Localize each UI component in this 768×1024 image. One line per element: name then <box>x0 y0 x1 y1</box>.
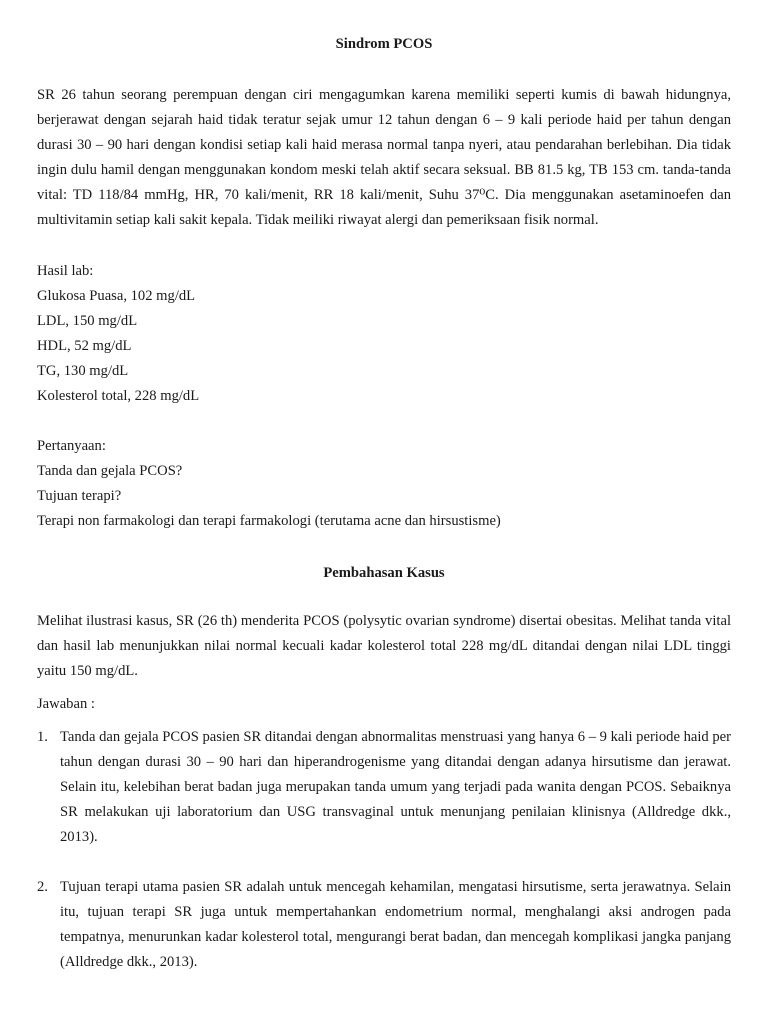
discussion-title: Pembahasan Kasus <box>323 565 445 581</box>
document-title: Sindrom PCOS <box>335 36 433 52</box>
discussion-paragraph: Melihat ilustrasi kasus, SR (26 th) menderita PCOS (polysytic ovarian syndrome) disertai obesitas. Melihat tanda vital dan hasil lab menunjukkan nilai normal kecuali kadar kolesterol total 228 mg/dL ditandai dengan nilai LDL tinggi yaitu 150 mg/dL. <box>37 613 731 679</box>
lab-result: HDL, 52 mg/dL <box>37 338 132 354</box>
lab-heading: Hasil lab: <box>37 263 94 279</box>
answer-heading: Jawaban : <box>37 696 95 712</box>
question-item: Tujuan terapi? <box>37 488 122 504</box>
lab-result: Glukosa Puasa, 102 mg/dL <box>37 288 196 304</box>
case-paragraph: SR 26 tahun seorang perempuan dengan ciri mengagumkan karena memiliki seperti kumis di bawah hidungnya, berjerawat dengan sejarah haid tidak teratur sejak umur 12 tahun dengan 6 – 9 kali periode haid per tahun dengan durasi 30 – 90 hari dengan kondisi setiap kali haid merasa normal tanpa nyeri, atau pendarahan berlebihan. Dia tidak ingin dulu hamil dengan menggunakan kondom meski telah aktif secara seksual. BB 81.5 kg, TB 153 cm. tanda-tanda vital: TD 118/84 mmHg, HR, 70 kali/menit, RR 18 kali/menit, Suhu 37⁰C. Dia menggunakan asetaminoefen dan multivitamin setiap kali sakit kepala. Tidak meiliki riwayat alergi dan pemeriksaan fisik normal. <box>37 87 731 228</box>
answer-number: 2. <box>37 879 48 895</box>
lab-result: Kolesterol total, 228 mg/dL <box>37 388 200 404</box>
questions-heading: Pertanyaan: <box>37 438 106 454</box>
lab-result: TG, 130 mg/dL <box>37 363 129 379</box>
answer-number: 1. <box>37 729 48 745</box>
lab-result: LDL, 150 mg/dL <box>37 313 138 329</box>
question-item: Terapi non farmakologi dan terapi farmakologi (terutama acne dan hirsustisme) <box>37 513 501 529</box>
answer-text: Tujuan terapi utama pasien SR adalah untuk mencegah kehamilan, mengatasi hirsutisme, serta jerawatnya. Selain itu, tujuan terapi SR juga untuk mempertahankan endometrium normal, menghalangi aksi androgen pada tempatnya, menurunkan kadar kolesterol total, mengurangi berat badan, dan mencegah komplikasi jangka panjang (Alldredge dkk., 2013). <box>60 879 731 970</box>
answer-text: Tanda dan gejala PCOS pasien SR ditandai dengan abnormalitas menstruasi yang hanya 6 – 9 kali periode haid per tahun dengan durasi 30 – 90 hari dan hiperandrogenisme yang ditandai dengan adanya hirsutisme dan jerawat. Selain itu, kelebihan berat badan juga merupakan tanda umum yang terjadi pada wanita dengan PCOS. Sebaiknya SR melakukan uji laboratorium dan USG transvaginal untuk menunjang penilaian klinisnya (Alldredge dkk., 2013). <box>60 729 731 845</box>
question-item: Tanda dan gejala PCOS? <box>37 463 183 479</box>
